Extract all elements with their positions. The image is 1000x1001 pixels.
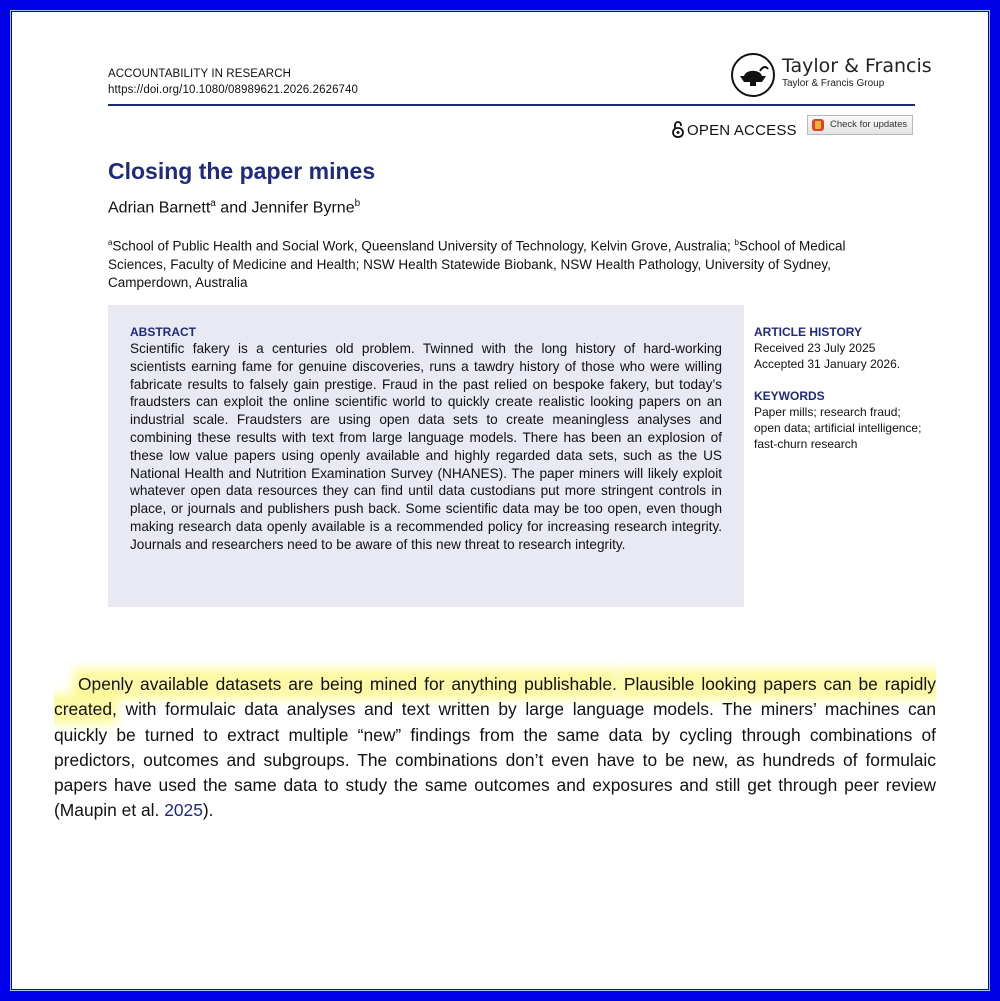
keywords-text: Paper mills; research fraud; open data; artificial intelligence; fast-churn research [754,405,922,451]
publisher-group: Taylor & Francis Group [782,78,885,89]
article-history-heading: ARTICLE HISTORY [754,325,863,339]
affil-marker: b [734,238,739,247]
publisher-logo[interactable] [730,52,932,112]
affiliations [108,234,898,292]
highlighted-sentence: Openly available datasets are being mined for anything publishable [78,674,613,694]
author-affil-sup: b [354,198,361,209]
affiliation-a: School of Public Health and Social Work, Queensland University of Technology, Kelvin Grove, Australia; [112,238,735,254]
check-for-updates-label: Check for updates [830,119,908,130]
sentence-separator: . [612,674,624,694]
open-access-label: OPEN ACCESS [687,122,797,139]
header-rule [108,104,915,106]
open-access-badge [672,120,797,139]
citation-link[interactable]: 2025 [164,800,203,821]
highlighted-sentence: Plausible looking papers can be rapidly created [54,674,936,720]
crossmark-icon [812,119,824,131]
article-history [754,324,924,372]
journal-name: ACCOUNTABILITY IN RESEARCH [108,68,292,80]
author-conjunction: and [215,199,252,217]
received-date: Received 23 July 2025 [754,341,876,355]
author-list [108,198,360,217]
abstract-text: Scientific fakery is a centuries old problem. Twinned with the long history of hard-working scientists earning fame for genuine discoveries, runs a tawdry history of those who were willing fabricate results to falsely gain prestige. Fraud in the past relied on bespoke fakery, but today’s fraudsters can exploit the online scientific world to quickly create realistic looking papers on an industrial scale. Fraudsters are using open data sets to create meaningless analyses and combining these results with text from large language models. There has been an explosion of these low value papers using openly available and highly regarded data sets, such as the US National Health and Nutrition Examination Survey (NHANES). The paper miners will likely exploit whatever open data resources they can find until data custodians put more stringent controls in place, or journals and publishers push back. Some scientific data may be too open, even though making research data openly available is a recommended policy for increasing research integrity. Journals and researchers need to be aware of this new threat to research integrity. [130,341,722,552]
affiliation-b: School of Medical Sciences, Faculty of Medicine and Health; NSW Health Statewide Biobank, NSW Health Pathology, University of Sydney, Camperdown, Australia [108,238,846,290]
paper-page [12,12,988,989]
doi-link[interactable]: https://doi.org/10.1080/08989621.2026.2626740 [108,84,359,96]
lamp-emblem-icon [730,52,776,98]
keywords-section [754,388,924,452]
open-lock-icon [672,120,684,138]
article-sidebar [754,324,924,452]
body-text-rest: , with formulaic data analyses and text written by large language models. The miners’ machines can quickly be turned to extract multiple “new” findings from the same data by cycling through combinations of predictors, outcomes and subgroups. The combinations don’t even have to be new, as hundreds of formulaic papers have used the same data to study the same outcomes and exposures and still get through peer review (Maupin et al. [54,699,936,821]
article-title: Closing the paper mines [108,158,376,184]
accepted-date: Accepted 31 January 2026. [754,357,901,371]
journal-header [108,66,358,98]
keywords-heading: KEYWORDS [754,389,825,403]
abstract-heading: ABSTRACT [130,325,196,339]
affil-marker: a [108,238,113,247]
body-paragraph [54,672,936,824]
check-for-updates-button[interactable] [807,115,913,135]
author-affil-sup: a [210,198,216,209]
publisher-brand: Taylor & Francis [782,55,932,77]
author-name[interactable]: Adrian Barnett [108,199,211,217]
body-text-end: ). [202,800,214,821]
abstract-box [108,305,744,607]
author-name[interactable]: Jennifer Byrne [251,199,355,217]
